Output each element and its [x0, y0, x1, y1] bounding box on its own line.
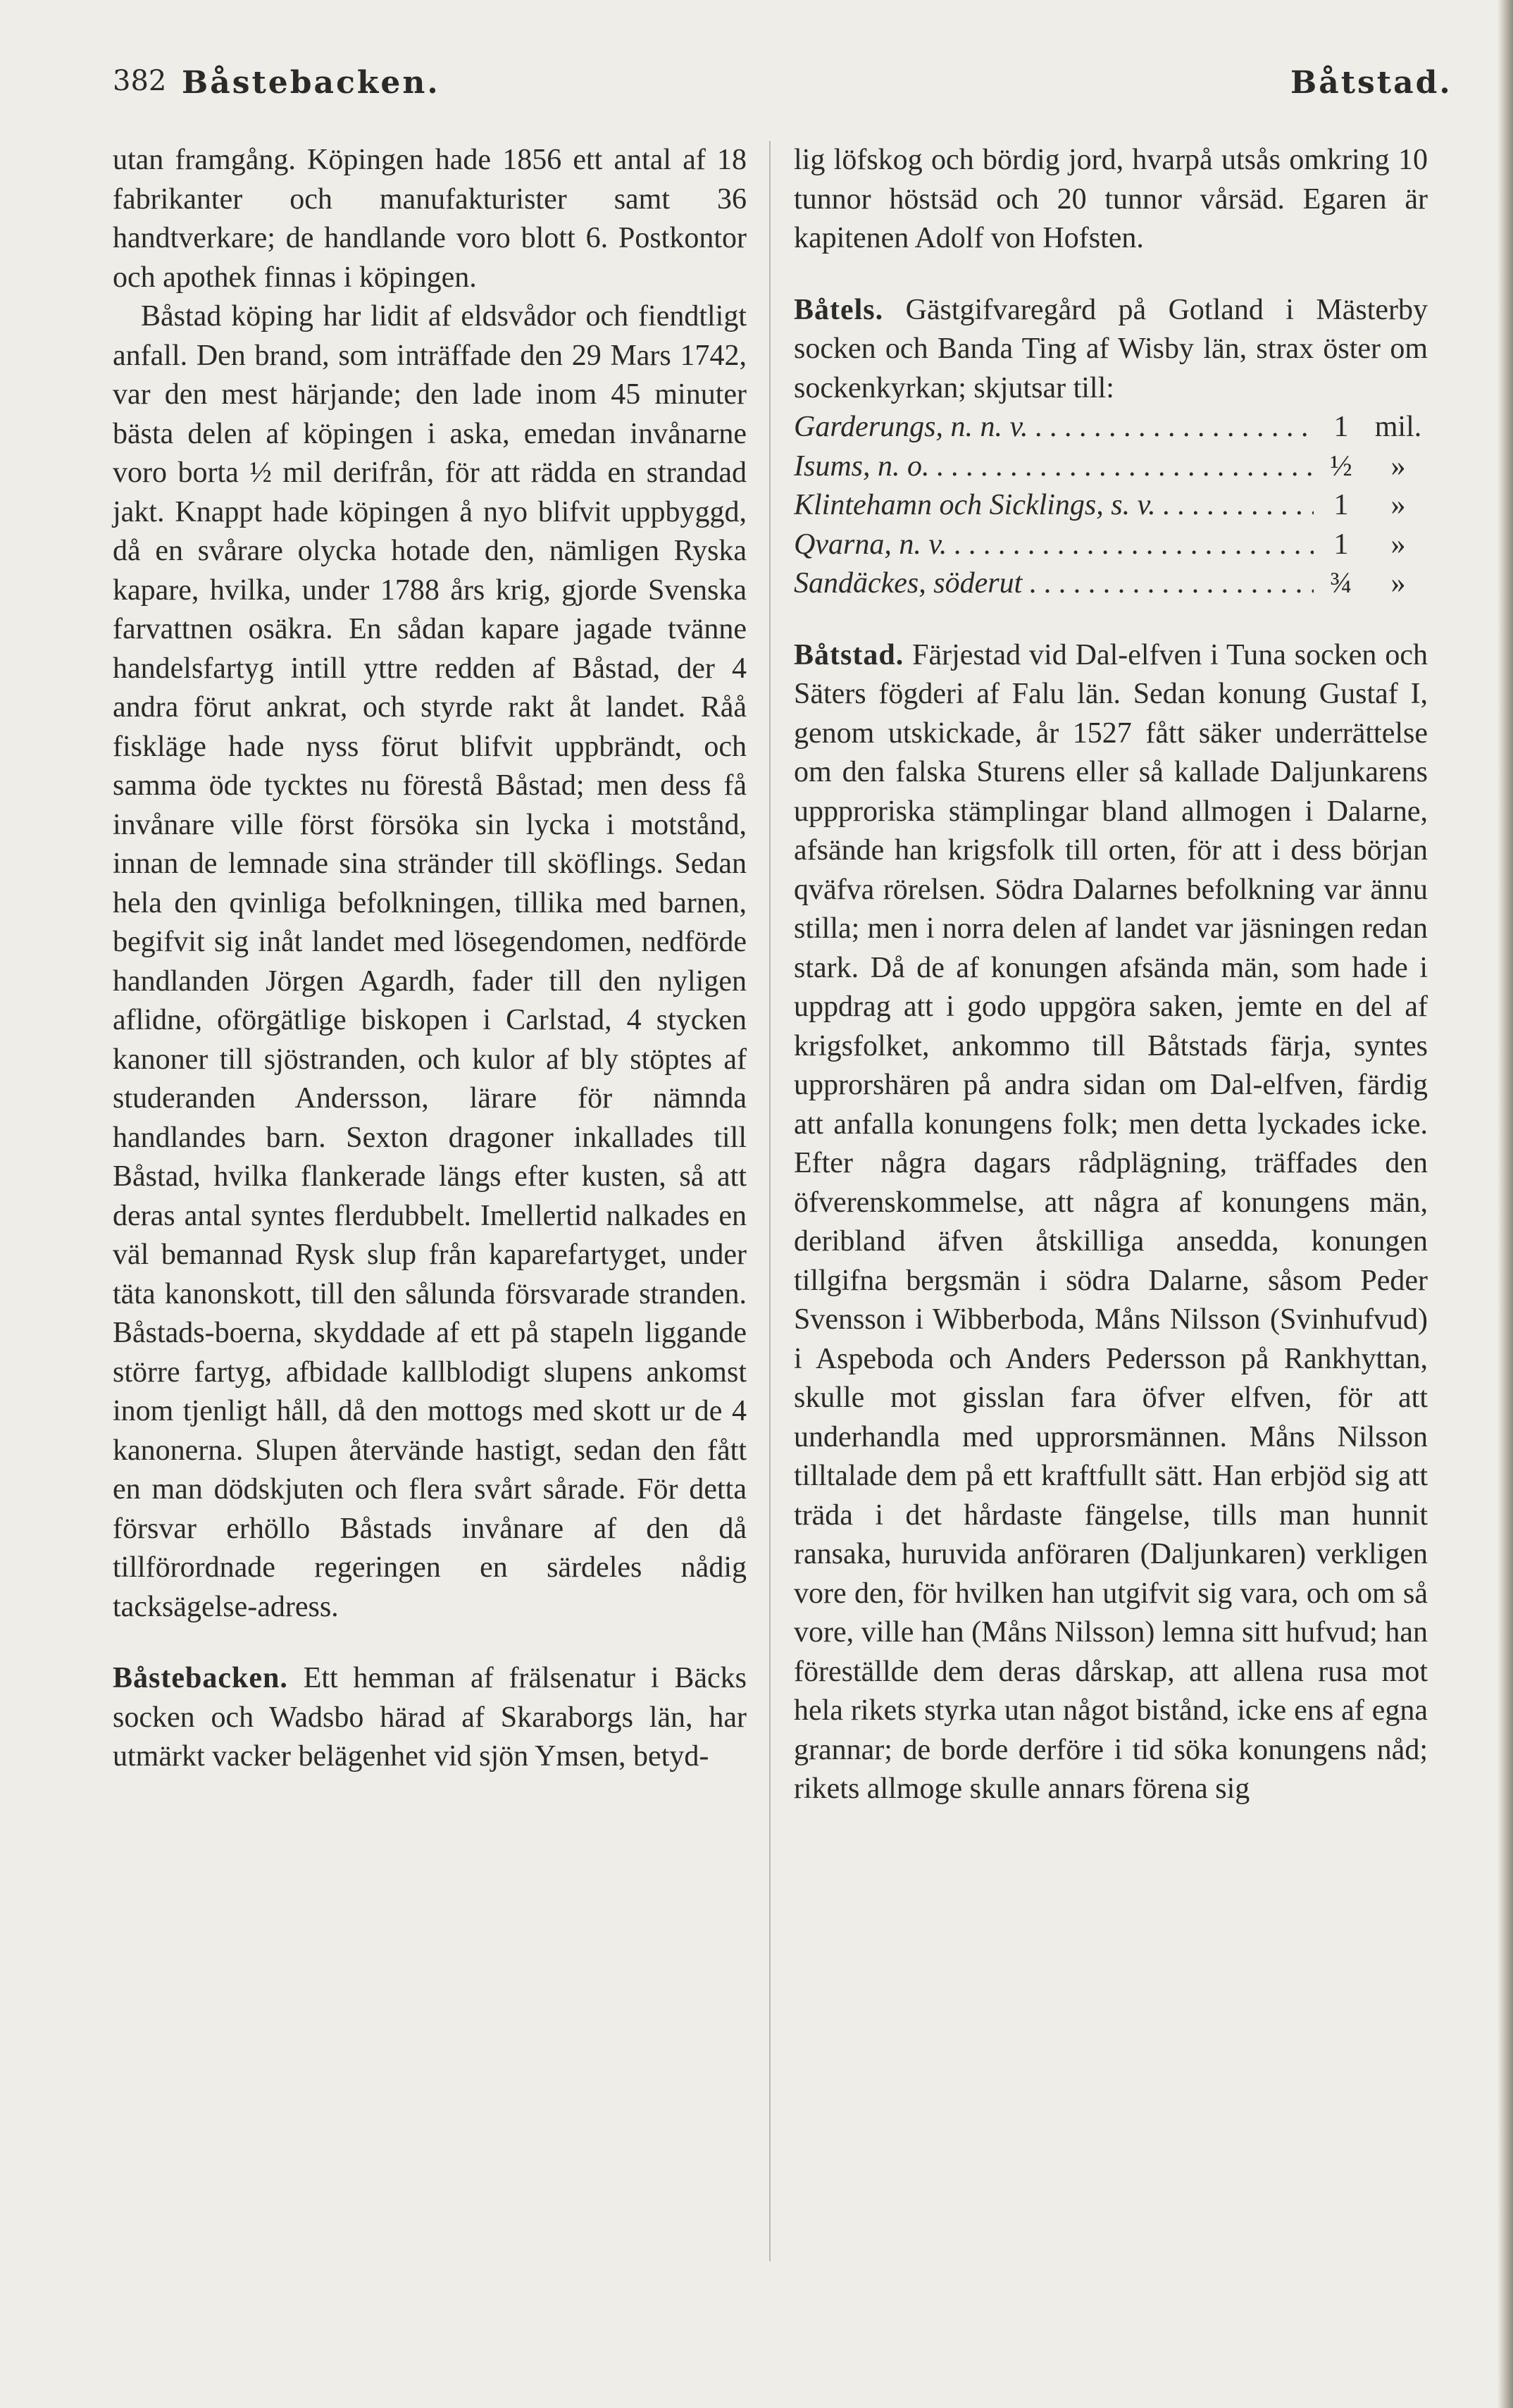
route-row	[794, 486, 1428, 526]
column-divider	[769, 141, 771, 2261]
route-unit: »	[1390, 567, 1406, 600]
route-unit: mil.	[1374, 411, 1422, 443]
page-header	[0, 65, 1513, 128]
entry-text: Färjestad vid Dal-elfven i Tuna socken och Säters fögderi af Falu län. Sedan konung Gustaf I, genom utskickade, år 1527 fått säker underrättelse om den falska Sturens eller så kallade Daljunkarens uppproriska stämplingar bland allmogen i Dalarne, afsände han krigsfolk till orten, för att i dess början qväfva rörelsen. Södra Dalarnes befolkning var ännu stilla; men i norra delen af landet var jäsningen redan stark. Då de af konungen afsända män, som hade i uppdrag att i godo uppgöra saken, jemte en del af krigsfolket, ankommo till Båtstads färja, syntes upprorshären på andra sidan om Dal-elfven, färdig att anfalla konungens folk; men detta lyckades icke. Efter några dagars rådplägning, träffades den öfverenskommelse, att några af konungens män, deribland äfven åtskilliga ansedda, konungen tillgifna bergsmän i södra Dalarne, såsom Peder Svensson i Wibberboda, Måns Nilsson (Svinhufvud) i Aspeboda och Anders Pedersson på Rankhyttan, skulle mot gisslan fara öfver elfven, för att underhandla med upprorsmännen. Måns Nilsson tilltalade dem på ett kraftfullt sätt. Han erbjöd sig att träda i det hårdaste fängelse, tills man hunnit ransaka, huruvida anföraren (Daljunkaren) verkligen vore den, för hvilken han utgifvit sig vara, och om så vore, ville han (Måns Nilsson) lemna sitt hufvud; han föreställde dem deras dårskap, att allena rusa mot hela rikets styrka utan något bistånd, icke ens af egna grannar; de borde derföre i tid söka konungens nåd; rikets allmoge skulle annars förena sig	[794, 638, 1428, 1805]
route-place: Qvarna, n. v. . . .	[794, 526, 1314, 565]
route-unit: »	[1390, 489, 1406, 521]
entry-text: Gästgifvaregård på Gotland i Mästerby socken och Banda Ting af Wisby län, strax öster om sockenkyrkan; skjutsar till:	[794, 293, 1428, 404]
route-row	[794, 526, 1428, 565]
route-distance: ½	[1330, 449, 1352, 483]
route-unit: »	[1390, 449, 1406, 483]
route-place: Klintehamn och Sicklings, s. v. . . .	[794, 486, 1314, 526]
route-place: Isums, n. o. . . .	[794, 447, 1314, 487]
running-head-left: Båstebacken.	[182, 65, 440, 101]
route-distance: ¾	[1330, 567, 1352, 600]
entry-bastebacken	[113, 1659, 747, 1777]
headword: Båtstad.	[794, 638, 904, 671]
entry-batels	[794, 291, 1428, 409]
route-place: Garderungs, n. n. v. . . .	[794, 408, 1314, 447]
paragraph-fires: Båstad köping har lidit af eldsvådor och fiendtligt anfall. Den brand, som inträffade den 29 Mars 1742, var den mest härjande; den lade inom 45 minuter bästa delen af köpingen i aska, emedan invånarne voro borta ½ mil derifrån, för att rädda en strandad jakt. Knappt hade köpingen å nyo blifvit uppbyggd, då en svårare olycka hotade den, nämligen Ryska kapare, hvilka, under 1788 års krig, gjorde Svenska farvattnen osäkra. En sådan kapare jagade tvänne handelsfartyg intill yttre redden af Båstad, der 4 andra förut ankrat, och styrde rakt åt landet. Råå fiskläge hade nyss förut blifvit uppbrändt, och samma öde tycktes nu förestå Båstad; men dess få invånare ville först försöka sin lycka i motstånd, innan de lemnade sina stränder till sköflings. Sedan hela den qvinliga befolkningen, tillika med barnen, begifvit sig inåt landet med lösegendomen, nedförde handlanden Jörgen Agardh, fader till den nyligen aflidne, oförgätlige biskopen i Carlstad, 4 stycken kanoner till sjöstranden, och kulor af bly stöptes af studeranden Andersson, lärare för nämnda handlandes barn. Sexton dragoner inkallades till Båstad, hvilka flankerade längs efter kusten, så att deras antal syntes flerdubbelt. Imellertid nalkades en väl bemannad Rysk slup från kaparefartyget, under täta kanonskott, till den sålunda försvarade stranden. Båstads-boerna, skyddade af ett på stapeln liggande större fartyg, afbidade kallblodigt slupens ankomst inom tjenligt håll, då den mottogs med skott ur de 4 kanonerna. Slupen återvände hastigt, sedan den fått en man dödskjuten och flera svårt sårade. För detta försvar erhöllo Båstads invånare af den då tillförordnade regeringen en särdeles nådig tacksägelse-adress.	[113, 300, 747, 1623]
entry-batstad	[794, 636, 1428, 1809]
page-number: 382	[113, 65, 167, 97]
route-distance: 1	[1333, 489, 1349, 521]
right-column	[794, 141, 1428, 1809]
page-edge	[1498, 0, 1513, 2408]
route-row	[794, 447, 1428, 487]
paragraph-continuation: lig löfskog och bördig jord, hvarpå utsås omkring 10 tunnor höstsäd och 20 tunnor vårsäd. Egaren är kapitenen Adolf von Hofsten.	[794, 144, 1428, 254]
route-distance: 1	[1333, 411, 1349, 443]
headword: Båtels.	[794, 293, 884, 326]
paragraph-continuation: utan framgång. Köpingen hade 1856 ett antal af 18 fabrikanter och manufakturister samt 36 handtverkare; de handlande voro blott 6. Postkontor och apothek finnas i köpingen.	[113, 144, 747, 294]
route-distance: 1	[1333, 528, 1349, 561]
headword: Båstebacken.	[113, 1662, 288, 1694]
route-table	[794, 408, 1428, 604]
entry-text: Ett hemman af frälsenatur i Bäcks socken och Wadsbo härad af Skaraborgs län, har utmärkt vacker belägenhet vid sjön Ymsen, betyd-	[113, 1662, 747, 1773]
route-place: Sandäckes, söderut . . .	[794, 564, 1314, 604]
route-unit: »	[1390, 528, 1406, 561]
left-column	[113, 141, 747, 1777]
running-head-right: Båtstad.	[1290, 65, 1452, 101]
route-row	[794, 564, 1428, 604]
route-row	[794, 408, 1428, 447]
